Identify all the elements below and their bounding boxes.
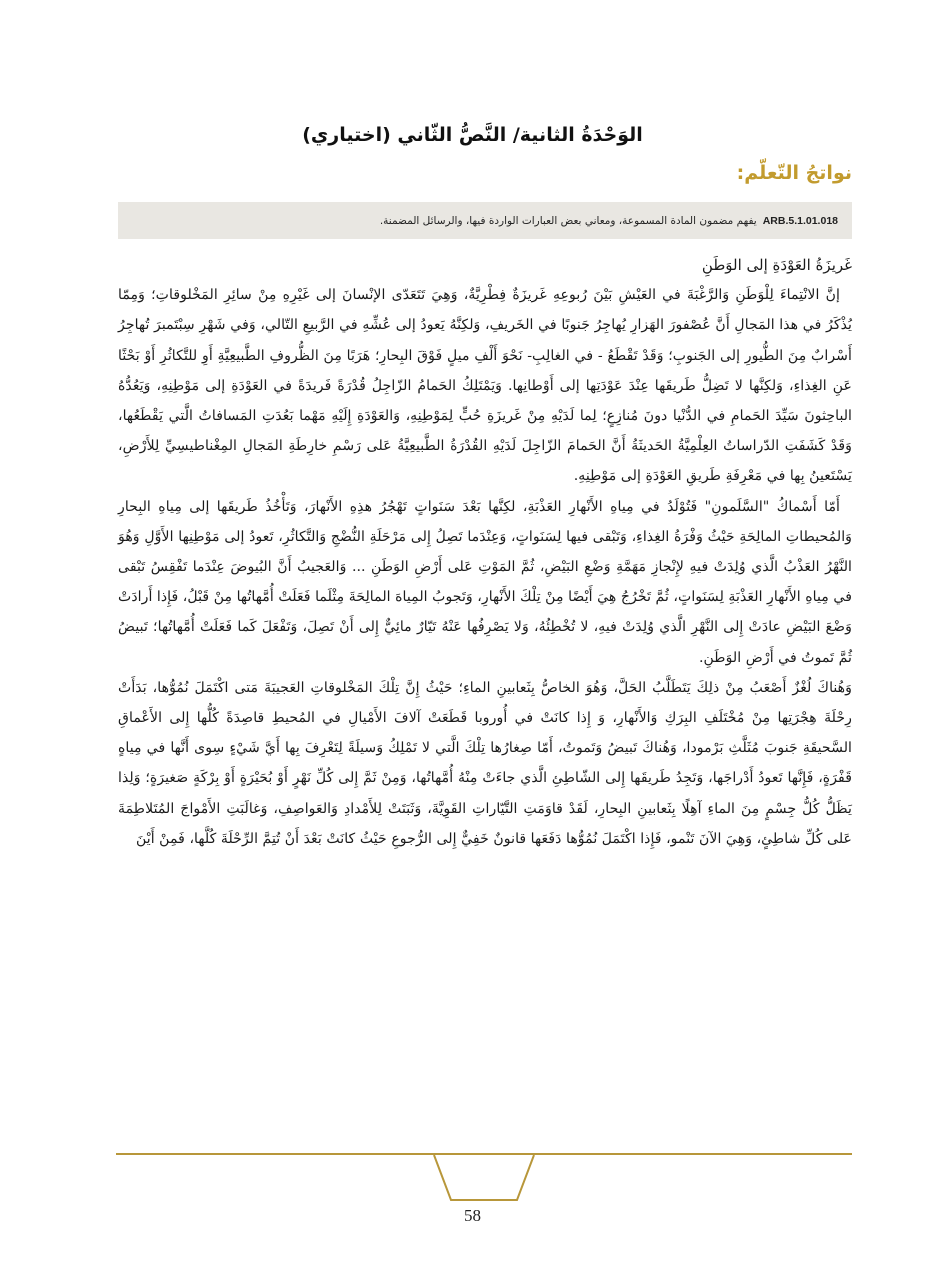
- article-title: غَريزَةُ العَوْدَةِ إلى الوَطَنِ: [701, 256, 852, 274]
- learning-outcomes-heading: نواتجُ التّعلّم:: [736, 162, 852, 184]
- learning-outcome-box: [118, 202, 852, 239]
- article-body: [118, 250, 852, 854]
- paragraph-3: وَهُناكَ لُغْزٌ أَصْعَبُ مِنْ ذلِكَ يَتَطَلَّبُ الحَلَّ، وَهُوَ الخاصُّ بِثَعابينِ الماءِ؛ حَيْثُ إِنَّ تِلْكَ المَخْلوقاتِ العَجيبَةَ مَتى اكْتَمَلَ نُمُوُّها، بَدَأَتْ رِحْلَةَ هِجْرَتِها مِنْ مُخْتَلَفِ البِرَكِ وَالأَنْهارِ، وَ إِذا كانَتْ في أُوروبا قَطَعَتْ آلافَ الأَمْيالِ في المُحيطِ قاصِدَةً كُلُّها إِلى الأَعْماقِ السَّحيقَةِ جَنوبَ مُثَلَّثِ بَرْمودا، وَهُناكَ تَبيضُ وَتَموتُ، أَمّا صِغارُها تِلْكَ الَّتي لا تَمْلِكُ وَسيلَةً لِتَعْرِفَ بِها أَيَّ شَيْءٍ سِوى أَنَّها في مِياهٍ قَفْرَةٍ، فَإِنَّها تَعودُ أَدْراجَها، وَتَجِدُ طَريقَها إِلى الشّاطِئِ الَّذي جاءَتْ مِنْهُ أُمَّهاتُها، وَمِنْ ثَمَّ إِلى كُلِّ نَهْرٍ أَوْ بُحَيْرَةٍ أَوْ بِرْكَةٍ صَغيرَةٍ؛ وَلِذا يَظَلُّ كُلُّ جِسْمٍ مِنَ الماءِ آهِلًا بِثَعابينِ البِحارِ، لَقَدْ قاوَمَتِ التَّيّاراتِ القَوِيَّةَ، وَثَبَتَتْ لِلأَمْدادِ وَالعَواصِفِ، وَغالَبَتِ الأَمْواجَ المُتَلاطِمَةَ عَلى كُلِّ شاطِئٍ، وَهِيَ الآنَ تَنْمو، فَإِذا اكْتَمَلَ نُمُوُّها دَفَعَها قانونٌ خَفِيٌّ إِلى الرُّجوعِ حَيْثُ كانَتْ بَعْدَ أَنْ تُتِمَّ الرِّحْلَةَ كُلَّها، فَمِنْ أَيْنَ: [118, 679, 852, 847]
- outcome-text: يفهم مضمون المادة المسموعة، ومعاني بعض العبارات الواردة فيها، والرسائل المضمنة.: [379, 214, 757, 227]
- paragraph-1: إنَّ الانْتِماءَ لِلْوَطَنِ وَالرَّغْبَةَ في العَيْشِ بَيْنَ رُبوعِهِ غَريزَةٌ فِطْرِيَّةٌ، وَهِيَ تَتَعَدّى الإنْسانَ إلى غَيْرِهِ مِنْ سائِرِ المَخْلوقاتِ؛ وَمِمّا يُذْكَرُ في هذا المَجالِ أَنَّ عُصْفورَ الهَزارِ يُهاجِرُ جَنوبًا في الخَريفِ، وَلكِنَّهُ يَعودُ إلى عُشِّهِ في الرَّبيعِ التّالي، وَفي شَهْرِ سِبْتَمبرَ تُهاجِرُ أَسْرابٌ مِنَ الطُّيورِ إلى الجَنوبِ؛ وَقَدْ تَقْطَعُ - في الغالِبِ- نَحْوَ أَلْفِ ميلٍ فَوْقَ البِحارِ؛ هَرَبًا مِنَ الظُّروفِ الطَّبيعِيَّةِ أَوِ للتَّكاثُرِ أَوْ بَحْثًا عَنِ الغِذاءِ، وَلكِنَّها لا تَضِلُّ طَريقَها عِنْدَ عَوْدَتِها إلى أَوْطانِها. وَيَمْتَلِكُ الحَمامُ الزّاجِلُ قُدْرَةً فَريدَةً في العَوْدَةِ إلى مَوْطِنِهِ، وَيَعُدُّهُ الباحِثونَ سَيِّدَ الحَمامِ في الدُّنْيا دونَ مُنازِعٍ؛ لِما لَدَيْهِ مِنْ غَريزَةِ حُبٍّ لِمَوْطِنِهِ، وَالعَوْدَةِ إِلَيْهِ مَهْما بَعُدَتِ المَسافاتُ الَّتي يَقْطَعُها، وَقَدْ كَشَفَتِ الدّراساتُ العِلْمِيَّةُ الحَديثَةُ أَنَّ الحَمامَ الزّاجِلَ لَدَيْهِ القُدْرَةُ الطَّبيعِيَّةُ عَلى رَسْمِ خارِطَةِ المَجالِ المِغْناطيسِيِّ لِلأَرْضِ، يَسْتَعينُ بِها في مَعْرِفَةِ طَريقِ العَوْدَةِ إلى مَوْطِنِهِ.: [118, 287, 852, 485]
- unit-title: الوَحْدَةُ الثانية/ النَّصُّ الثّاني (اختياري): [302, 124, 643, 146]
- page-number: 58: [464, 1206, 481, 1225]
- paragraph-2: أَمّا أَسْماكُ "السَّلَمونِ" فَتُوْلَدُ في مِياهِ الأَنْهارِ العَذْبَةِ، لكِنَّها بَعْدَ سَنَواتٍ تَهْجُرُ هذِهِ الأَنْهارَ، وَتَأْخُذُ طَريقَها إلى مِياهِ البِحارِ وَالمُحيطاتِ المالِحَةِ حَيْثُ وَفْرَةُ الغِذاءِ، وَتَبْقى فيها لِسَنَواتٍ، وَعِنْدَما تَصِلُ إِلى مَرْحَلَةِ النُّضْجِ وَالتَّكاثُرِ، تَعودُ إلى مَوْطِنِها الأَوَّلِ وَهُوَ النَّهْرُ العَذْبُ الَّذي وُلِدَتْ فيهِ لإِنْجازِ مَهَمَّةِ وَضْعِ البَيْضِ، ثُمَّ المَوْتِ عَلى أَرْضِ الوَطَنِ ... وَالعَجيبُ أَنَّ البُيوضَ عِنْدَما تَفْقِسُ تَبْقى في مِياهِ الأَنْهارِ العَذْبَةِ لِسَنَواتٍ، ثُمَّ تَخْرُجُ هِيَ أَيْضًا مِنْ تِلْكَ الأَنْهارِ، وَتَجوبُ المِياهَ المالِحَةَ مِثْلَما فَعَلَتْ أُمَّهاتُها مِنْ قَبْلُ، فَإِذا أَرادَتْ وَضْعَ البَيْضِ عادَتْ إِلى النَّهْرِ الَّذي وُلِدَتْ فيهِ، لا تُخْطِئُهُ، وَلا يَصْرِفُها عَنْهُ تَيّارٌ مائِيٌّ إِلى أَنْ تَصِلَ، وَتَفْعَلَ كَما فَعَلَتْ أُمَّهاتُها؛ تَبيضُ ثُمَّ تَموتُ في أَرْضِ الوَطَنِ.: [118, 498, 852, 666]
- footer-page-tab: [434, 1155, 534, 1200]
- outcome-code: ARB.5.1.01.018: [762, 214, 838, 227]
